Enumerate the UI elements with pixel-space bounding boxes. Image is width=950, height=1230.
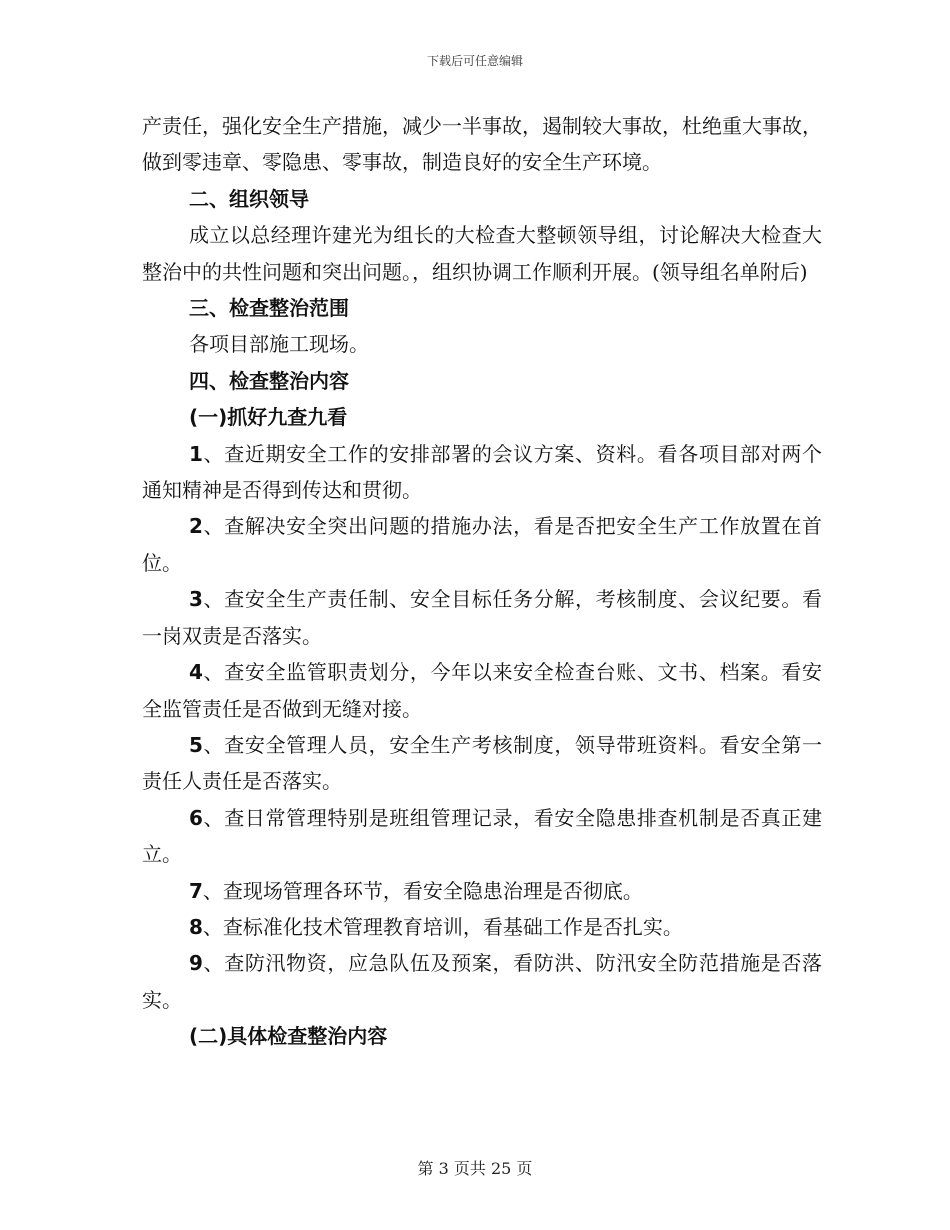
item-text: 、查安全监管职责划分，今年以来安全检查台账、文书、档案。看安全监管责任是否做到无缝对接。 bbox=[142, 660, 822, 721]
item-text: 、查解决安全突出问题的措施办法，看是否把安全生产工作放置在首位。 bbox=[142, 514, 822, 575]
item-number: 5 bbox=[189, 732, 203, 757]
list-item bbox=[142, 909, 822, 945]
list-item bbox=[142, 508, 822, 581]
list-item bbox=[142, 654, 822, 727]
item-text: 、查近期安全工作的安排部署的会议方案、资料。看各项目部对两个通知精神是否得到传达和贯彻。 bbox=[142, 441, 822, 503]
subsection-heading: (一)抓好九查九看 bbox=[189, 405, 348, 430]
subsection-heading: (二)具体检查整治内容 bbox=[189, 1024, 388, 1049]
item-text: 、查现场管理各环节，看安全隐患治理是否彻底。 bbox=[202, 878, 643, 903]
list-item bbox=[142, 800, 822, 873]
list-item bbox=[142, 873, 822, 909]
paragraph: 各项目部施工现场。 bbox=[189, 332, 369, 357]
list-item bbox=[142, 945, 822, 1018]
item-number: 1 bbox=[189, 441, 203, 466]
item-number: 9 bbox=[189, 951, 203, 976]
paragraph: 产责任，强化安全生产措施，减少一半事故，遏制较大事故，杜绝重大事故，做到零违章、零隐患、零事故，制造良好的安全生产环境。 bbox=[142, 114, 822, 175]
list-item bbox=[142, 581, 822, 654]
list-item bbox=[142, 727, 822, 800]
item-text: 、查防汛物资，应急队伍及预案，看防洪、防汛安全防范措施是否落实。 bbox=[142, 951, 822, 1012]
list-item bbox=[142, 436, 822, 509]
item-text: 、查安全管理人员，安全生产考核制度，领导带班资料。看安全第一责任人责任是否落实。 bbox=[142, 732, 822, 794]
section-heading: 四、检查整治内容 bbox=[189, 368, 349, 393]
item-text: 、查日常管理特别是班组管理记录，看安全隐患排查机制是否真正建立。 bbox=[142, 805, 822, 867]
item-number: 6 bbox=[189, 805, 203, 830]
item-text: 、查安全生产责任制、安全目标任务分解，考核制度、会议纪要。看一岗双责是否落实。 bbox=[142, 587, 822, 648]
document-body bbox=[142, 108, 822, 1055]
page-footer: 第 3 页共 25 页 bbox=[417, 1159, 533, 1178]
section-heading: 三、检查整治范围 bbox=[189, 296, 349, 321]
item-text: 、查标准化技术管理教育培训，看基础工作是否扎实。 bbox=[202, 914, 683, 939]
item-number: 7 bbox=[189, 878, 203, 903]
paragraph: 成立以总经理许建光为组长的大检查大整顿领导组，讨论解决大检查大整治中的共性问题和突出问题。，组织协调工作顺利开展。(领导组名单附后) bbox=[142, 223, 822, 284]
item-number: 8 bbox=[189, 914, 203, 939]
item-number: 4 bbox=[189, 660, 203, 685]
page-header: 下载后可任意编辑 bbox=[426, 54, 523, 68]
item-number: 3 bbox=[189, 587, 203, 612]
section-heading: 二、组织领导 bbox=[189, 186, 309, 211]
item-number: 2 bbox=[189, 514, 203, 539]
